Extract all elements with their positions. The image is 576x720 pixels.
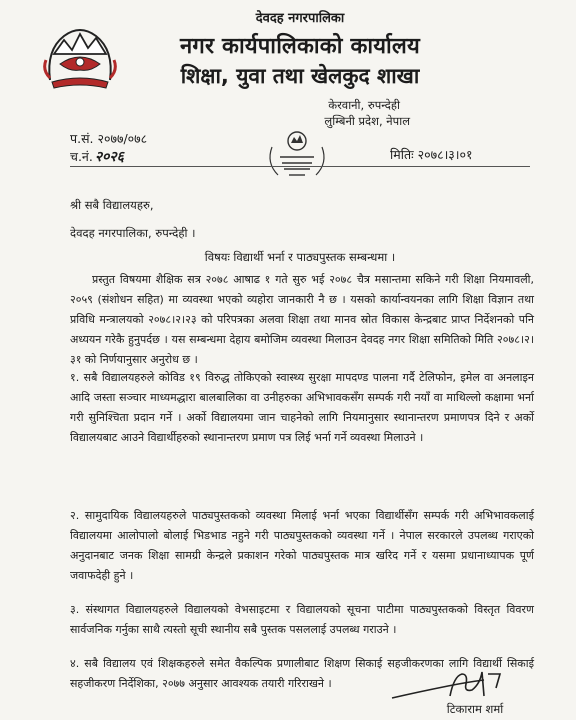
point-2-paragraph: २. सामुदायिक विद्यालयहरुले पाठ्यपुस्तकको व्यवस्था मिलाई भर्ना भएका विद्यार्थीसँग सम्पर्क गरी अभिभावकलाई विद्यालयमा आलोपालो बोलाई भिडभाड नहुने गरी पाठ्यपुस्तकको व्यवस्था गर्ने । नेपाल सरकारले उपलब्ध गराएको अनुदानबाट जनक शिक्षा सामग्री केन्द्रले प्रकाशन गरेको पाठ्यपुस्तक मात्र खरिद गर्ने र यसमा प्रधानाध्यापक पूर्ण जवाफदेही हुने । [70, 509, 534, 582]
section-title: शिक्षा, युवा तथा खेलकुद शाखा [180, 64, 420, 88]
address-line-2: लुम्बिनी प्रदेश, नेपाल [324, 114, 410, 128]
letter-date: मितिः २०७८।३।०१ [390, 147, 473, 162]
address-line-1: केरवानी, रुपन्देही [328, 98, 400, 112]
header-divider [70, 166, 530, 167]
office-title: नगर कार्यपालिकाको कार्यालय [180, 34, 420, 59]
dispatch-label: च.नं. [70, 149, 93, 164]
dispatch-handwritten: २०२६ [94, 149, 124, 165]
reference-number: प.सं. २०७७/०७८ [70, 131, 148, 146]
government-emblem-icon [42, 20, 118, 90]
signer-name: टिकाराम शर्मा [446, 702, 504, 716]
intro-paragraph: प्रस्तुत विषयमा शैक्षिक सत्र २०७८ आषाढ १ गते सुरु भई २०७८ चैत्र मसान्तमा सकिने गरी शिक्षा नियमावली, २०५९ (संशोधन सहित) मा व्यवस्था भएको व्यहोरा जानकारी नै छ । यसको कार्यान्वयनका लागि शिक्षा विज्ञान तथा प्रविधि मन्त्रालयको २०७८।२।२३ को परिपत्रका अलवा शिक्षा तथा मानव स्रोत विकास केन्द्रबाट प्राप्त निर्देशनको पनि अध्ययन गरेकै हुनुपर्दछ । यस सम्बन्धमा देहाय बमोजिम व्यवस्था मिलाउन देवदह नगर शिक्षा समितिको मिति २०७८।२।३१ को निर्णयानुसार अनुरोध छ । [70, 273, 534, 366]
point-4-paragraph: ४. सबै विद्यालय एवं शिक्षकहरुले समेत वैकल्पिक प्रणालीबाट शिक्षण सिकाई सहजीकरणका लागि विद्यार्थी सिकाई सहजीकरण निर्देशिका, २०७७ अनुसार आवश्यक तयारी गरिराखने । [70, 657, 534, 690]
addressee-line-1: श्री सबै विद्यालयहरु, [70, 198, 154, 212]
addressee-line-2: देवदह नगरपालिका, रुपन्देही । [70, 226, 196, 240]
handwritten-signature [388, 666, 508, 706]
point-3-paragraph: ३. संस्थागत विद्यालयहरुले विद्यालयको वेभसाइटमा र विद्यालयको सूचना पाटीमा पाठ्यपुस्तकको विस्तृत विवरण सार्वजनिक गर्नुका साथै त्यस्तो सूची स्थानीय सबै पुस्तक पसललाई उपलब्ध गराउने । [70, 603, 534, 636]
office-seal-stamp [262, 127, 332, 183]
subject-line: विषयः विद्यार्थी भर्ना र पाठ्यपुस्तक सम्बन्धमा । [204, 250, 396, 264]
dispatch-number [70, 147, 124, 166]
municipality-name: देवदह नगरपालिका [255, 11, 345, 26]
point-1-paragraph: १. सबै विद्यालयहरुले कोविड १९ विरुद्ध तोकिएको स्वास्थ्य सुरक्षा मापदण्ड पालना गर्दै टेलिफोन, इमेल वा अनलाइन आदि जस्ता सञ्चार माध्यमद्धारा बालबालिका वा उनीहरुका अभिभावकसँग सम्पर्क गरी नयाँ वा माथिल्लो कक्षामा भर्ना गरी सुनिश्चिता प्रदान गर्ने । अर्को विद्यालयमा जान चाहनेको लागि नियमानुसार स्थानान्तरण प्रमाणपत्र दिने र अर्को विद्यालयबाट आउने विद्यार्थीहरुको स्थानान्तरण प्रमाण पत्र लिई भर्ना गर्ने व्यवस्था मिलाउने । [70, 371, 534, 444]
